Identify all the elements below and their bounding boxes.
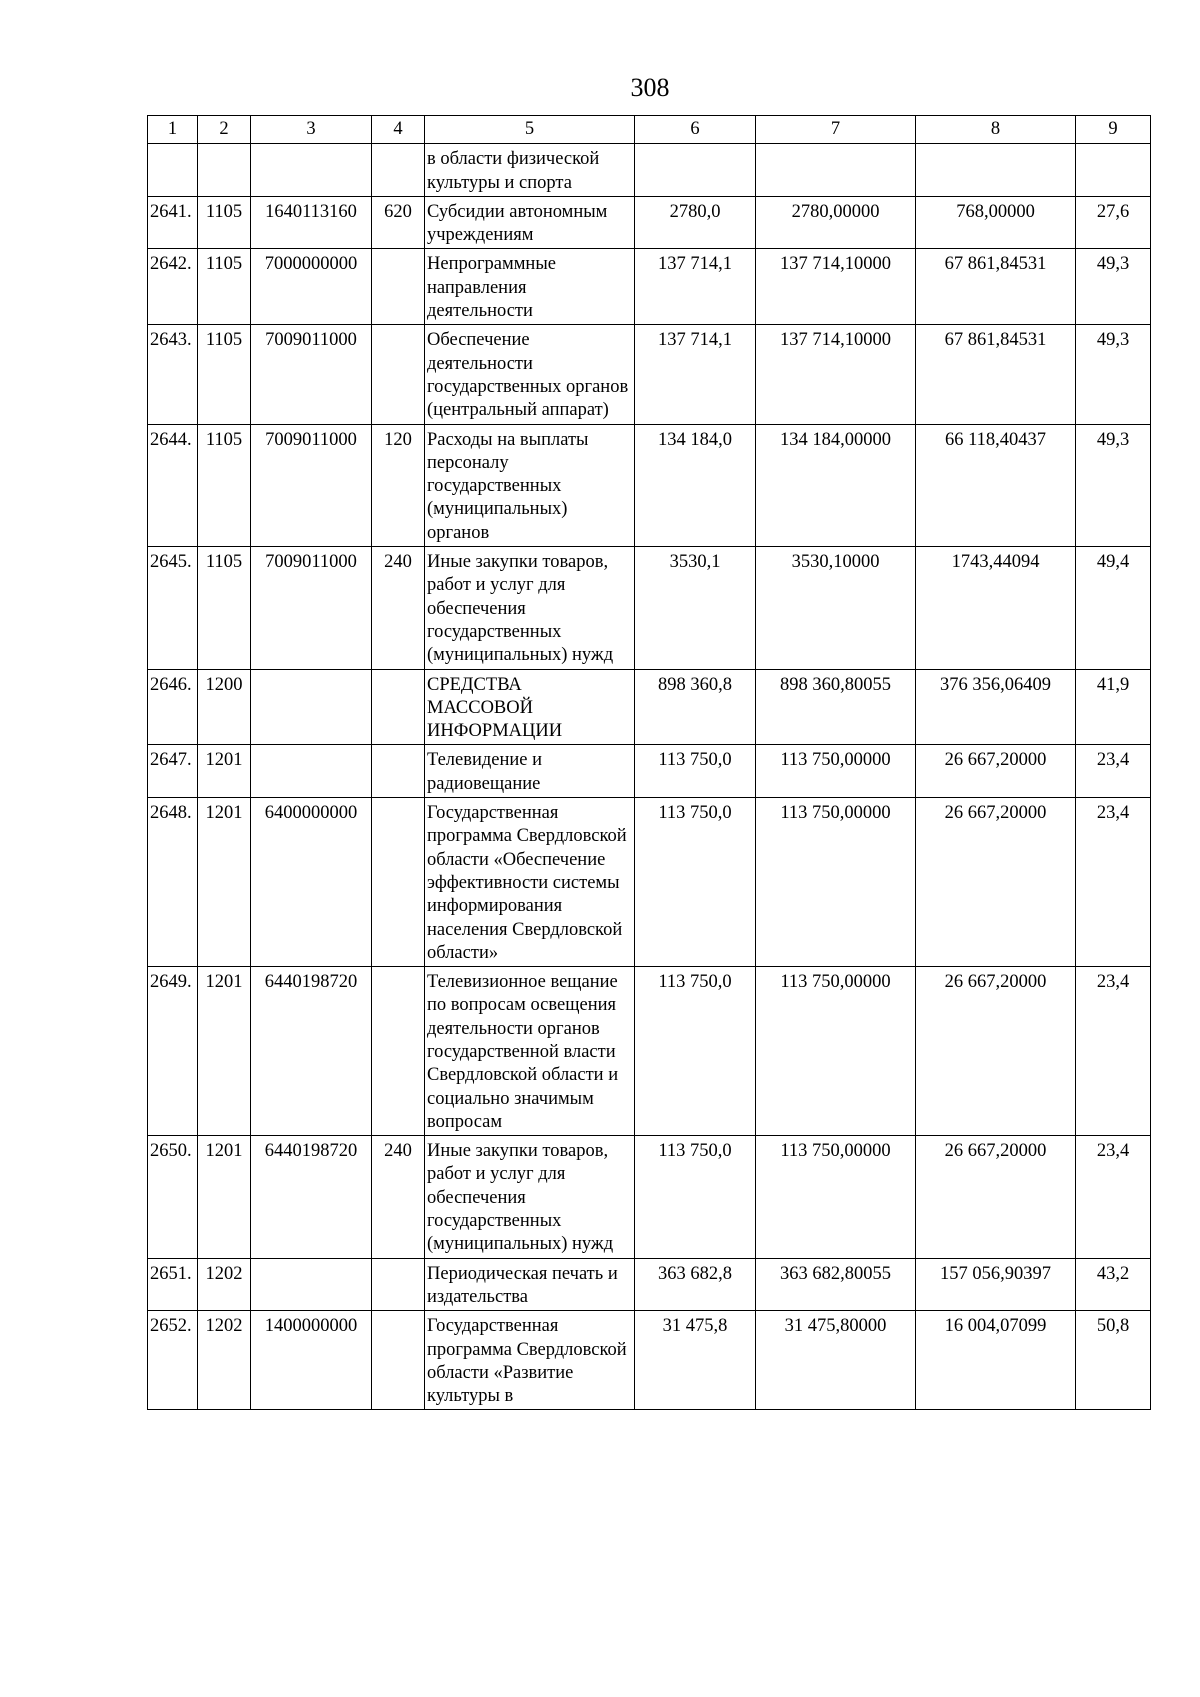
value-col-8: 157 056,90397 [916, 1258, 1076, 1311]
value-col-8: 67 861,84531 [916, 249, 1076, 325]
header-col-6: 6 [635, 116, 756, 144]
table-row [148, 424, 1151, 546]
item-name: Иные закупки товаров, работ и услуг для обеспечения государственных (муниципальных) нужд [425, 547, 635, 669]
value-col-9: 49,3 [1076, 424, 1151, 546]
expense-type [372, 1311, 425, 1410]
section-code: 1105 [198, 196, 251, 249]
item-name: Непрограммные направления деятельности [425, 249, 635, 325]
value-col-8: 768,00000 [916, 196, 1076, 249]
section-code: 1105 [198, 325, 251, 424]
item-name: в области физической культуры и спорта [425, 144, 635, 197]
target-code: 7009011000 [251, 325, 372, 424]
target-code: 6440198720 [251, 1136, 372, 1258]
expense-type [372, 745, 425, 798]
value-col-7: 134 184,00000 [756, 424, 916, 546]
value-col-8: 26 667,20000 [916, 1136, 1076, 1258]
expense-type: 620 [372, 196, 425, 249]
expense-type [372, 669, 425, 745]
value-col-6: 898 360,8 [635, 669, 756, 745]
item-name: Субсидии автономным учреждениям [425, 196, 635, 249]
header-col-4: 4 [372, 116, 425, 144]
header-row [148, 116, 1151, 144]
value-col-9 [1076, 144, 1151, 197]
value-col-9: 23,4 [1076, 967, 1151, 1136]
table-row [148, 1136, 1151, 1258]
row-number: 2646. [148, 669, 198, 745]
value-col-8: 376 356,06409 [916, 669, 1076, 745]
value-col-9: 49,3 [1076, 249, 1151, 325]
header-col-3: 3 [251, 116, 372, 144]
value-col-6: 137 714,1 [635, 249, 756, 325]
value-col-8: 26 667,20000 [916, 745, 1076, 798]
table-row [148, 249, 1151, 325]
value-col-9: 23,4 [1076, 798, 1151, 967]
row-number: 2645. [148, 547, 198, 669]
value-col-9: 50,8 [1076, 1311, 1151, 1410]
section-code: 1201 [198, 1136, 251, 1258]
value-col-7: 2780,00000 [756, 196, 916, 249]
row-number: 2649. [148, 967, 198, 1136]
value-col-6: 137 714,1 [635, 325, 756, 424]
section-code: 1200 [198, 669, 251, 745]
value-col-8: 26 667,20000 [916, 798, 1076, 967]
value-col-6: 134 184,0 [635, 424, 756, 546]
target-code: 6440198720 [251, 967, 372, 1136]
value-col-7: 137 714,10000 [756, 325, 916, 424]
header-col-2: 2 [198, 116, 251, 144]
value-col-9: 27,6 [1076, 196, 1151, 249]
value-col-7: 363 682,80055 [756, 1258, 916, 1311]
row-number: 2650. [148, 1136, 198, 1258]
table-header [148, 116, 1151, 144]
target-code [251, 144, 372, 197]
table-row [148, 1311, 1151, 1410]
table-row [148, 1258, 1151, 1311]
item-name: Расходы на выплаты персоналу государственных (муниципальных) органов [425, 424, 635, 546]
item-name: Иные закупки товаров, работ и услуг для обеспечения государственных (муниципальных) нужд [425, 1136, 635, 1258]
value-col-8: 1743,44094 [916, 547, 1076, 669]
target-code: 1400000000 [251, 1311, 372, 1410]
header-col-5: 5 [425, 116, 635, 144]
value-col-7: 137 714,10000 [756, 249, 916, 325]
expense-type [372, 325, 425, 424]
section-code: 1202 [198, 1258, 251, 1311]
section-code: 1105 [198, 547, 251, 669]
section-code: 1105 [198, 249, 251, 325]
table-row [148, 325, 1151, 424]
target-code [251, 669, 372, 745]
expense-type [372, 798, 425, 967]
value-col-6: 113 750,0 [635, 1136, 756, 1258]
value-col-7: 113 750,00000 [756, 967, 916, 1136]
table-row [148, 798, 1151, 967]
value-col-9: 43,2 [1076, 1258, 1151, 1311]
row-number: 2642. [148, 249, 198, 325]
row-number: 2652. [148, 1311, 198, 1410]
expense-type [372, 1258, 425, 1311]
value-col-9: 23,4 [1076, 1136, 1151, 1258]
value-col-8: 67 861,84531 [916, 325, 1076, 424]
target-code: 6400000000 [251, 798, 372, 967]
table-row [148, 196, 1151, 249]
table-row [148, 144, 1151, 197]
value-col-7: 113 750,00000 [756, 745, 916, 798]
section-code: 1201 [198, 967, 251, 1136]
value-col-7: 3530,10000 [756, 547, 916, 669]
value-col-6: 113 750,0 [635, 798, 756, 967]
value-col-7: 113 750,00000 [756, 798, 916, 967]
row-number: 2647. [148, 745, 198, 798]
value-col-7 [756, 144, 916, 197]
header-col-9: 9 [1076, 116, 1151, 144]
budget-table [147, 115, 1151, 1410]
value-col-6 [635, 144, 756, 197]
item-name: Государственная программа Свердловской области «Развитие культуры в [425, 1311, 635, 1410]
value-col-9: 49,3 [1076, 325, 1151, 424]
row-number: 2648. [148, 798, 198, 967]
section-code [198, 144, 251, 197]
value-col-8: 26 667,20000 [916, 967, 1076, 1136]
target-code: 7009011000 [251, 547, 372, 669]
value-col-7: 31 475,80000 [756, 1311, 916, 1410]
table-row [148, 745, 1151, 798]
value-col-8: 66 118,40437 [916, 424, 1076, 546]
target-code: 7009011000 [251, 424, 372, 546]
item-name: Телевидение и радиовещание [425, 745, 635, 798]
expense-type: 240 [372, 1136, 425, 1258]
table-row [148, 967, 1151, 1136]
header-col-1: 1 [148, 116, 198, 144]
value-col-7: 113 750,00000 [756, 1136, 916, 1258]
expense-type [372, 249, 425, 325]
row-number: 2644. [148, 424, 198, 546]
expense-type [372, 144, 425, 197]
value-col-7: 898 360,80055 [756, 669, 916, 745]
value-col-9: 49,4 [1076, 547, 1151, 669]
value-col-9: 23,4 [1076, 745, 1151, 798]
table-body [148, 144, 1151, 1410]
item-name: Государственная программа Свердловской области «Обеспечение эффективности системы информирования населения Свердловской области» [425, 798, 635, 967]
value-col-6: 2780,0 [635, 196, 756, 249]
expense-type: 120 [372, 424, 425, 546]
expense-type: 240 [372, 547, 425, 669]
value-col-8: 16 004,07099 [916, 1311, 1076, 1410]
row-number [148, 144, 198, 197]
value-col-6: 363 682,8 [635, 1258, 756, 1311]
target-code [251, 745, 372, 798]
header-col-7: 7 [756, 116, 916, 144]
section-code: 1202 [198, 1311, 251, 1410]
row-number: 2651. [148, 1258, 198, 1311]
value-col-8 [916, 144, 1076, 197]
value-col-9: 41,9 [1076, 669, 1151, 745]
value-col-6: 113 750,0 [635, 745, 756, 798]
header-col-8: 8 [916, 116, 1076, 144]
table-row [148, 669, 1151, 745]
value-col-6: 31 475,8 [635, 1311, 756, 1410]
target-code: 1640113160 [251, 196, 372, 249]
expense-type [372, 967, 425, 1136]
row-number: 2643. [148, 325, 198, 424]
page-number: 308 [630, 73, 670, 102]
item-name: Обеспечение деятельности государственных органов (центральный аппарат) [425, 325, 635, 424]
target-code: 7000000000 [251, 249, 372, 325]
table-row [148, 547, 1151, 669]
value-col-6: 3530,1 [635, 547, 756, 669]
target-code [251, 1258, 372, 1311]
row-number: 2641. [148, 196, 198, 249]
item-name: Телевизионное вещание по вопросам освещения деятельности органов государственной власти Свердловской области и социально значимым вопросам [425, 967, 635, 1136]
section-code: 1201 [198, 798, 251, 967]
section-code: 1105 [198, 424, 251, 546]
item-name: СРЕДСТВА МАССОВОЙ ИНФОРМАЦИИ [425, 669, 635, 745]
section-code: 1201 [198, 745, 251, 798]
item-name: Периодическая печать и издательства [425, 1258, 635, 1311]
value-col-6: 113 750,0 [635, 967, 756, 1136]
